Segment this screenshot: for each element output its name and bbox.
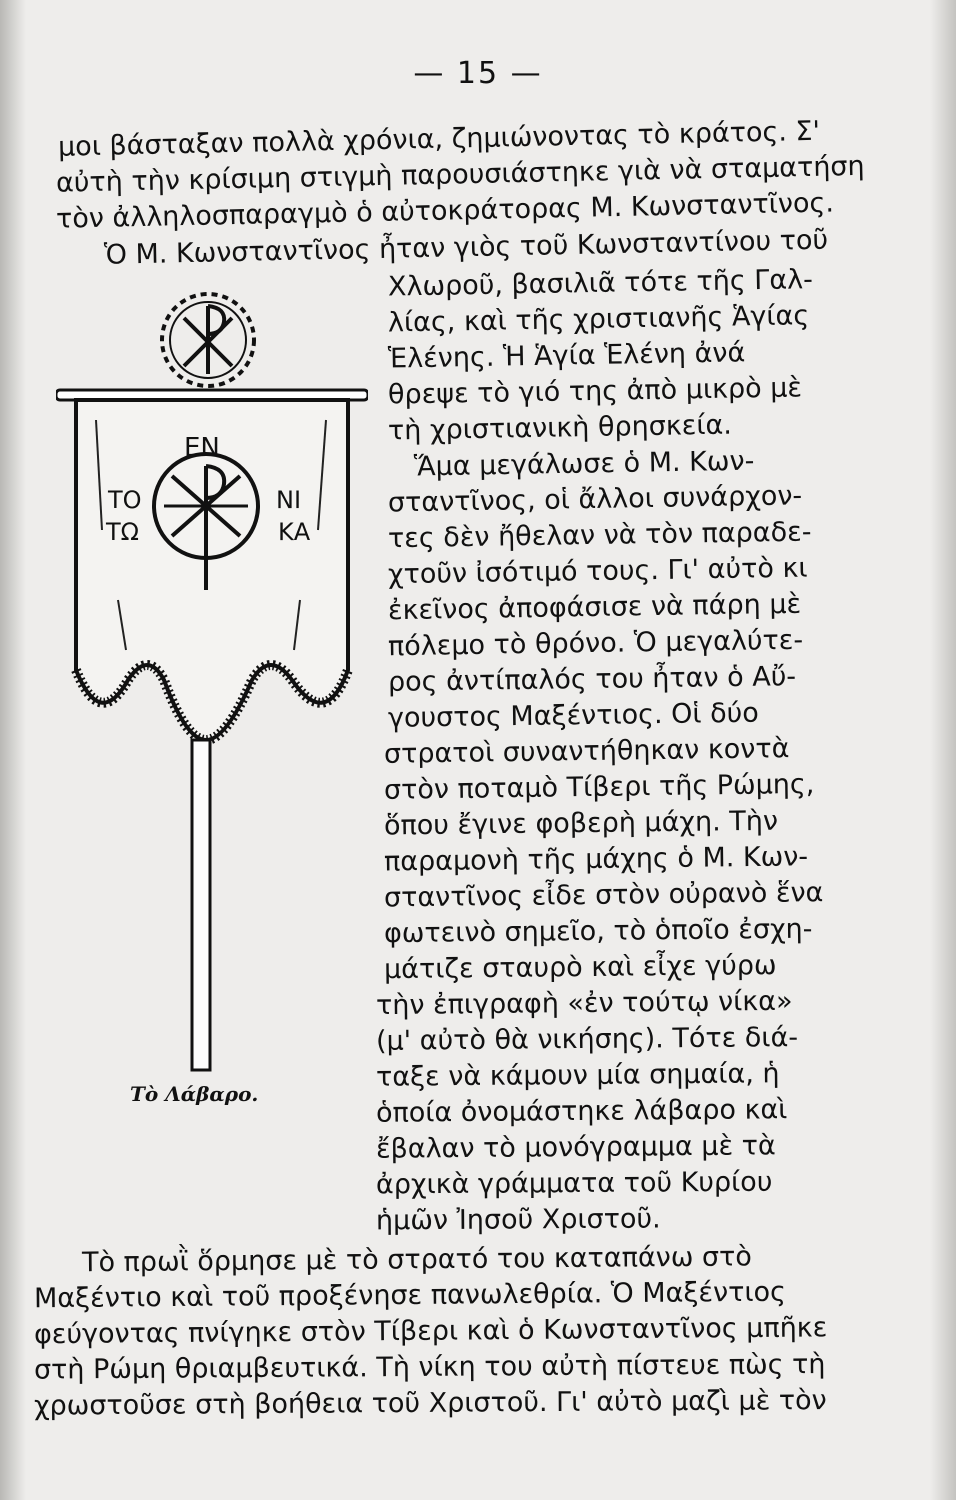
column-line: Ἅμα μεγάλωσε ὁ Μ. Κων- [413,445,755,483]
column-line: φωτεινὸ σημεῖο, τὸ ὁποῖο ἐσχη- [383,913,813,950]
column-line: (μ' αὐτὸ θὰ νικήσης). Τότε διά- [375,1022,799,1057]
column-line: θρεψε τὸ γιό της ἀπὸ μικρὸ μὲ [387,372,803,411]
column-line: ὅπου ἔγινε φοβερὴ μάχη. Τὴν [383,805,779,842]
column-line: ἐκεῖνος ἀποφάσισε νὰ πάρη μὲ [387,588,802,627]
column-line: Ἑλένης. Ἡ Ἁγία Ἑλένη ἀνά [387,337,746,375]
text-line: τὸν ἀλληλοσπαραγμὸ ὁ αὐτοκράτορας Μ. Κωνσταντῖνος. [55,187,835,235]
wreath-icon [162,294,254,386]
banner-text-right-1: ΝΙ [276,486,302,514]
column-line: ταξε νὰ κάμουν μία σημαία, ἡ [375,1058,780,1093]
column-line: παραμονὴ τῆς μάχης ὁ Μ. Κων- [383,841,809,878]
text-line: φεύγοντας πνίγηκε στὸν Τίβερι καὶ ὁ Κωνσταντῖνος μπῆκε [33,1312,828,1351]
column-line: ἔβαλαν τὸ μονόγραμμα μὲ τὰ [375,1130,776,1165]
text-line: Τὸ πρωῒ ὅρμησε μὲ τὸ στρατό του καταπάνω στὸ [81,1241,753,1279]
text-line: αὐτὴ τὴν κρίσιμη στιγμὴ παρουσιάστηκε γιὰ νὰ σταματήση [55,150,865,199]
column-line: μάτιζε σταυρὸ καὶ εἶχε γύρω [383,950,777,986]
page-number: — 15 — [413,56,543,91]
text-line: χρωστοῦσε στὴ βοήθεια τοῦ Χριστοῦ. Γι' αὐτὸ μαζὶ μὲ τὸν [33,1385,827,1422]
pole [192,740,210,1070]
column-line: σταντῖνος εἶδε στὸν οὐρανὸ ἕνα [383,877,824,914]
column-line: σταντῖνος, οἱ ἄλλοι συνάρχον- [387,480,803,519]
column-line: γουστος Μαξέντιος. Οἱ δύο [387,697,760,734]
column-line: ἡμῶν Ἰησοῦ Χριστοῦ. [375,1203,661,1237]
column-line: ὁποία ὀνομάστηκε λάβαρο καὶ [375,1094,788,1129]
column-line: ρος ἀντίπαλός του ἦταν ὁ Αὔ- [387,661,797,698]
column-line: Χλωροῦ, βασιλιᾶ τότε τῆς Γαλ- [387,264,814,303]
page-edge-right [930,0,956,1500]
column-line: στρατοὶ συναντήθηκαν κοντὰ [383,733,790,770]
column-line: λίας, καὶ τῆς χριστιανῆς Ἁγίας [387,300,810,339]
banner-text-top: ΕΝ [184,433,220,463]
column-line: τὴ χριστιανικὴ θρησκεία. [387,409,733,447]
text-line: μοι βάσταξαν πολλὰ χρόνια, ζημιώνοντας τὸ κράτος. Σ' [57,115,821,163]
banner-text-left-2: ΤΩ [106,518,139,546]
labarum-drawing [56,270,368,1080]
column-line: πόλεμο τὸ θρόνο. Ὁ μεγαλύτε- [387,624,804,663]
column-line: τες δὲν ἤθελαν νὰ τὸν παραδε- [387,516,812,555]
text-line: στὴ Ρώμη θριαμβευτικά. Τὴ νίκη του αὐτὴ πίστευε πὼς τὴ [33,1349,826,1386]
text-line: Μαξέντιο καὶ τοῦ προξένησε πανωλεθρία. Ὁ Μαξέντιος [33,1276,787,1315]
column-line: τὴν ἐπιγραφὴ «ἐν τούτῳ νίκα» [375,985,793,1022]
column-line: στὸν ποταμὸ Τίβερι τῆς Ρώμης, [383,768,815,806]
labarum-illustration [56,270,368,1080]
column-line: χτοῦν ἰσότιμό τους. Γι' αὐτὸ κι [387,552,808,591]
banner-text-left-1: ΤΟ [108,486,142,514]
page-edge-left [0,0,26,1500]
text-line: Ὁ Μ. Κωνσταντῖνος ἦταν γιὸς τοῦ Κωνσταντίνου τοῦ [103,224,829,271]
column-line: ἀρχικὰ γράμματα τοῦ Κυρίου [375,1166,773,1201]
banner-text-right-2: ΚΑ [278,518,311,546]
figure-caption: Τὸ Λάβαρο. [130,1082,259,1106]
